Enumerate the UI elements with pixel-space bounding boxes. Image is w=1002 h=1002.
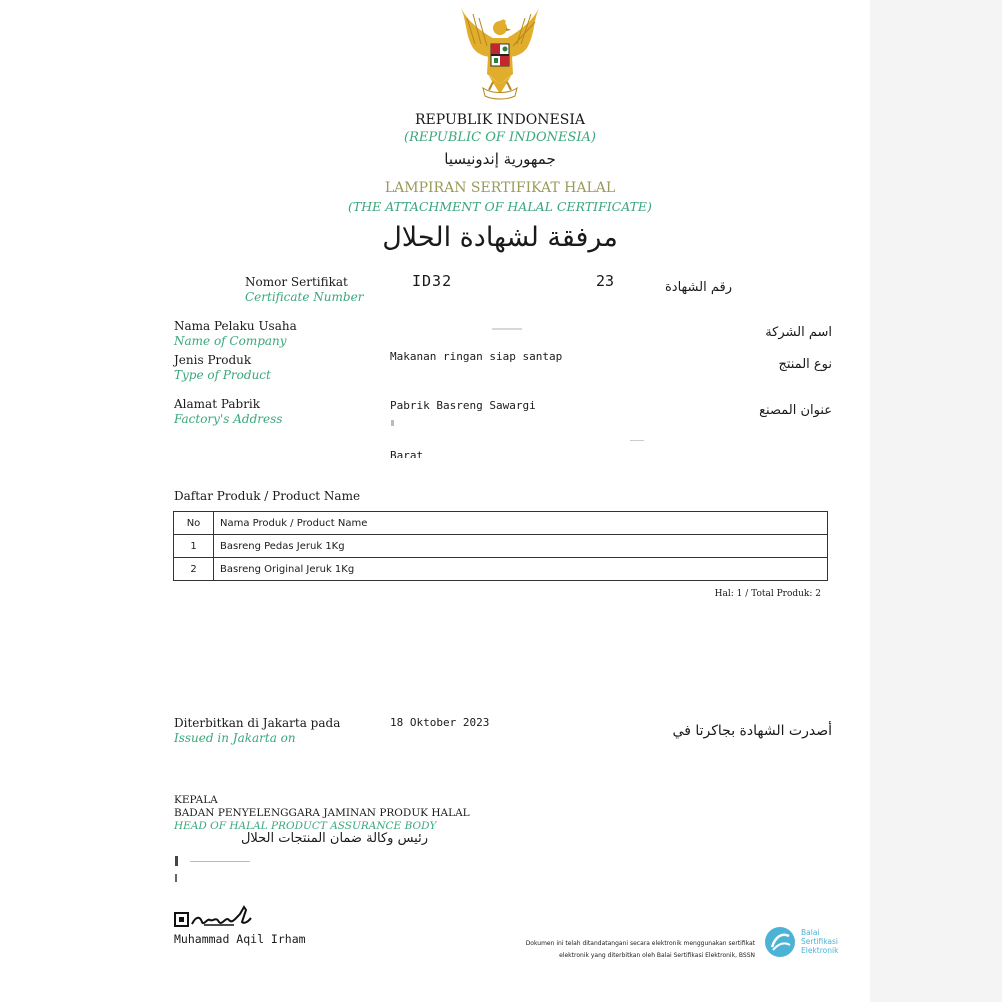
document-title-en: (THE ATTACHMENT OF HALAL CERTIFICATE) [348,199,652,214]
redacted-mark [175,856,178,866]
bsre-logo-icon [763,925,797,959]
certificate-number-label: Nomor Sertifikat [245,275,348,289]
row-no: 1 [174,535,214,558]
certificate-number-label-ar: رقم الشهادة [665,280,732,295]
country-name-ar: جمهورية إندونيسيا [444,150,556,168]
signatory-title: KEPALA [174,794,218,806]
issued-label: Diterbitkan di Jakarta pada [174,716,341,730]
row-product-name: Basreng Original Jeruk 1Kg [214,558,828,581]
product-table [173,511,828,581]
column-header-no: No [174,512,214,535]
redacted-company [492,328,522,330]
address-line1: Pabrik Basreng Sawargi [390,399,536,412]
redacted-address-line2 [391,420,394,426]
issued-date: 18 Oktober 2023 [390,716,490,729]
address-label-en: Factory's Address [174,412,283,426]
company-label: Nama Pelaku Usaha [174,319,297,333]
address-line3: Barat [390,449,424,458]
bsre-label-1: Balai [801,928,820,937]
company-label-ar: اسم الشركة [765,325,832,340]
signatory-title-ar: رئيس وكالة ضمان المنتجات الحلال [240,831,428,846]
product-type-value: Makanan ringan siap santap [390,350,563,363]
address-label-ar: عنوان المصنع [759,403,832,418]
row-no: 2 [174,558,214,581]
footer-note-line1: Dokumen ini telah ditandatangani secara elektronik menggunakan sertifikat [525,940,755,947]
company-label-en: Name of Company [174,334,287,348]
redacted-address-mark [630,440,644,441]
product-type-label: Jenis Produk [174,353,252,367]
issued-label-ar: أصدرت الشهادة بجاكرتا في [672,723,832,739]
document-title: LAMPIRAN SERTIFIKAT HALAL [384,180,616,196]
bsre-label-3: Elektronik [801,946,839,955]
column-header-name: Nama Produk / Product Name [214,512,828,535]
signatory-name: Muhammad Aqil Irham [174,932,306,946]
document-title-ar: مرفقة لشهادة الحلال [382,222,618,253]
redacted-region [456,276,592,288]
garuda-emblem-icon [455,4,545,100]
redacted-mark [175,874,177,882]
qr-code-icon [174,904,254,930]
pagination-text: Hal: 1 / Total Produk: 2 [714,589,821,599]
footer-note-line2: elektronik yang diterbitkan oleh Balai Sertifikasi Elektronik, BSSN [559,952,755,959]
signatory-institution: BADAN PENYELENGGARA JAMINAN PRODUK HALAL [174,807,470,819]
country-name: REPUBLIK INDONESIA [415,112,585,128]
address-label: Alamat Pabrik [174,397,261,411]
issued-label-en: Issued in Jakarta on [174,731,296,745]
signatory-title-en: HEAD OF HALAL PRODUCT ASSURANCE BODY [174,820,437,832]
product-list-heading: Daftar Produk / Product Name [174,489,361,503]
certificate-number-start: ID32 [412,272,453,290]
table-header-row [174,512,828,535]
row-product-name: Basreng Pedas Jeruk 1Kg [214,535,828,558]
page-margin [870,0,1002,1002]
redacted-mark [190,861,250,862]
country-name-en: (REPUBLIC OF INDONESIA) [404,130,596,145]
product-type-label-ar: نوع المنتج [778,357,832,372]
certificate-number-label-en: Certificate Number [245,290,364,304]
product-type-label-en: Type of Product [174,368,271,382]
table-row [174,558,828,581]
bsre-label-2: Sertifikasi [801,937,839,946]
certificate-number-end: 23 [596,272,615,290]
table-row [174,535,828,558]
